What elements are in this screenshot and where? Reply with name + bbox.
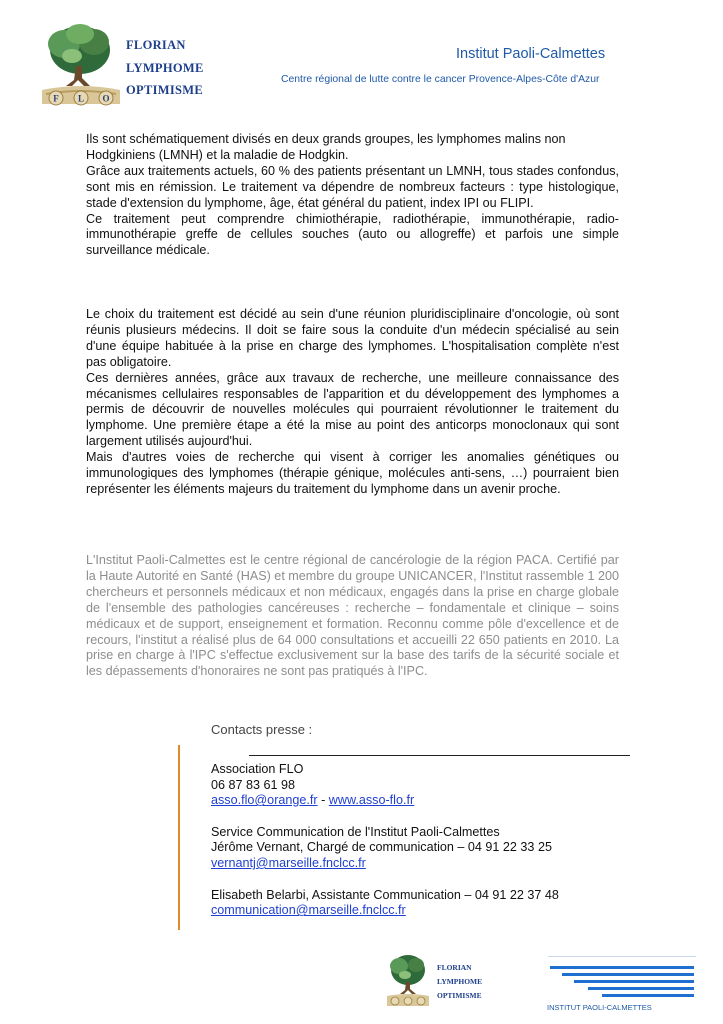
paragraph: L'Institut Paoli-Calmettes est le centre régional de cancérologie de la région PACA. Certifié par la Haute Autorité en Santé (HAS) et membre du groupe UNICANCER, l'Institut rassemble 1 200 chercheurs et personnels médicaux et non médicaux, engagés dans la prise en charge globale de l'ensemble des pathologies cancéreuses : recherche – fondamentale et clinique – soins médicaux et de support, enseignement et formation. Reconnu comme pôle d'excellence et de recours, l'institut a réalisé plus de 64 000 consultations et accueilli 22 650 patients en 2010. La prise en charge à l'IPC s'effectue exclusivement sur la base des tarifs de la sécurité sociale et les dépassements d'honoraires ne sont pas pratiqués à l'IPC.: [86, 553, 619, 679]
contact-flo-phone: 06 87 83 61 98: [211, 777, 296, 792]
ipc-mark-text: INSTITUT PAOLI-CALMETTES: [547, 1003, 652, 1012]
contacts-list: [211, 762, 559, 919]
ipc-person-email-link[interactable]: vernantj@marseille.fnclcc.fr: [211, 855, 366, 870]
flo-name-line: FLORIAN: [126, 38, 186, 52]
contact-assistant-person: Elisabeth Belarbi, Assistante Communication – 04 91 22 37 48: [211, 887, 559, 902]
flo-tree-logo-icon: [36, 14, 126, 106]
logo-letter: L: [77, 93, 85, 104]
flo-name-line: OPTIMISME: [126, 83, 204, 97]
assistant-email-link[interactable]: communication@marseille.fnclcc.fr: [211, 903, 406, 918]
institute-title: Institut Paoli-Calmettes: [456, 46, 606, 62]
contact-flo-name: Association FLO: [211, 762, 304, 776]
ipc-wave-logo-icon: [548, 956, 698, 1008]
contacts-heading: Contacts presse :: [211, 722, 313, 737]
institute-subtitle: Centre régional de lutte contre le cancer Provence-Alpes-Côte d'Azur: [281, 74, 600, 85]
footer-flo-name-line: FLORIAN: [437, 963, 472, 972]
footer-flo-tree-logo-icon: [384, 948, 432, 1008]
paragraph: Mais d'autres voies de recherche qui visent à corriger les anomalies génétiques ou immunologiques des lymphomes (thérapie génique, molécules anti-sens, …) pourraient bien représenter les éléments majeurs du traitement du lymphome dans un avenir proche.: [86, 450, 619, 496]
paragraph: Ces dernières années, grâce aux travaux de recherche, une meilleure connaissance des mécanismes cellulaires responsables de l'apparition et du développement des lymphomes a permis de découvrir de nouvelles molécules qui pourraient révolutionner le traitement du lymphome. Une première étape a été la mise au point des anticorps monoclonaux qui sont largement utilisés aujourd'hui.: [86, 370, 619, 449]
flo-association-name: [126, 34, 204, 102]
contact-flo-links: [211, 793, 559, 809]
logo-letter: O: [102, 93, 110, 104]
accent-bar: [178, 745, 180, 930]
logo-letter: F: [53, 93, 59, 104]
body-block-treatment-research: [86, 307, 619, 498]
paragraph: Ce traitement peut comprendre chimiothérapie, radiothérapie, immunothérapie, radio-immunothérapie greffe de cellules souches (auto ou allogreffe) et parfois une simple surveillance médicale.: [86, 211, 619, 258]
paragraph: Le choix du traitement est décidé au sein d'une réunion pluridisciplinaire d'oncologie, où sont réunis plusieurs médecins. Il doit se faire sous la conduite d'un médecin spécialisé au sein d'une équipe habituée à la prise en charge des lymphomes. L'hospitalisation complète n'est pas obligatoire.: [86, 307, 619, 369]
contact-ipc-person: Jérôme Vernant, Chargé de communication – 04 91 22 33 25: [211, 840, 552, 855]
footer-flo-name: [437, 961, 482, 1004]
body-block-institute-presentation: [86, 553, 619, 680]
contact-ipc-service: Service Communication de l'Institut Paoli-Calmettes: [211, 824, 500, 839]
flo-website-link[interactable]: www.asso-flo.fr: [328, 793, 415, 808]
flo-name-line: LYMPHOME: [126, 60, 204, 75]
paragraph: Grâce aux traitements actuels, 60 % des patients présentant un LMNH, tous stades confondus, sont mis en rémission. Le traitement va dépendre de nombreux facteurs : type histologique, stade d'extension du lymphome, âge, état général du patient, index IPI ou FLIPI.: [86, 163, 619, 210]
paragraph: Ils sont schématiquement divisés en deux grands groupes, les lymphomes malins non Hodgkiniens (LMNH) et la maladie de Hodgkin.: [86, 132, 566, 162]
body-block-lymphoma-types: [86, 132, 619, 259]
contacts-divider: [249, 755, 630, 756]
footer-flo-name-line: LYMPHOME: [437, 977, 483, 987]
footer-flo-name-line: OPTIMISME: [437, 991, 482, 1001]
flo-email-link[interactable]: asso.flo@orange.fr: [211, 793, 318, 808]
link-separator: -: [317, 793, 329, 808]
